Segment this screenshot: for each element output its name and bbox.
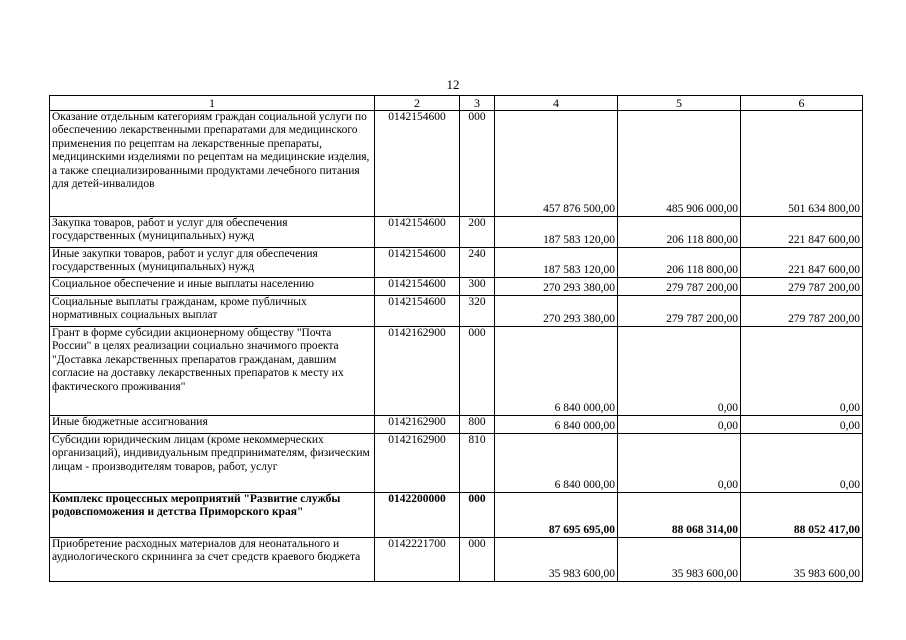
row-value-year-3: 35 983 600,00 <box>741 538 863 582</box>
row-name: Иные бюджетные ассигнования <box>50 416 375 434</box>
row-csr-code: 0142162900 <box>375 327 460 416</box>
row-value-year-2: 206 118 800,00 <box>618 217 741 248</box>
row-value-year-1: 6 840 000,00 <box>495 416 618 434</box>
row-value-year-1: 270 293 380,00 <box>495 296 618 327</box>
row-name: Комплекс процессных мероприятий "Развитие службы родовспоможения и детства Приморского края" <box>50 493 375 538</box>
row-csr-code: 0142200000 <box>375 493 460 538</box>
row-name: Социальное обеспечение и иные выплаты населению <box>50 278 375 296</box>
row-value-year-2: 206 118 800,00 <box>618 248 741 278</box>
row-value-year-3: 88 052 417,00 <box>741 493 863 538</box>
row-value-year-1: 6 840 000,00 <box>495 434 618 493</box>
row-name: Оказание отдельным категориям граждан социальной услуги по обеспечению лекарственными препаратами для медицинского применения по рецептам на лекарственные препараты, медицинскими изделиями по рецептам на медицинские изделия, а также специализированными продуктами лечебного питания для детей-инвалидов <box>50 111 375 217</box>
table-row <box>50 327 863 416</box>
row-expense-type: 300 <box>460 278 495 296</box>
table-row <box>50 296 863 327</box>
budget-table <box>49 95 863 582</box>
row-value-year-1: 87 695 695,00 <box>495 493 618 538</box>
header-col-5: 5 <box>618 96 741 111</box>
row-expense-type: 200 <box>460 217 495 248</box>
header-col-2: 2 <box>375 96 460 111</box>
row-csr-code: 0142154600 <box>375 111 460 217</box>
table-row <box>50 416 863 434</box>
row-name: Приобретение расходных материалов для неонатального и аудиологического скрининга за счет средств краевого бюджета <box>50 538 375 582</box>
row-value-year-3: 0,00 <box>741 327 863 416</box>
table-row <box>50 111 863 217</box>
row-name: Иные закупки товаров, работ и услуг для обеспечения государственных (муниципальных) нужд <box>50 248 375 278</box>
header-col-1: 1 <box>50 96 375 111</box>
header-col-4: 4 <box>495 96 618 111</box>
row-value-year-1: 6 840 000,00 <box>495 327 618 416</box>
row-expense-type: 800 <box>460 416 495 434</box>
row-expense-type: 810 <box>460 434 495 493</box>
row-expense-type: 000 <box>460 111 495 217</box>
row-csr-code: 0142154600 <box>375 217 460 248</box>
row-value-year-1: 457 876 500,00 <box>495 111 618 217</box>
row-csr-code: 0142221700 <box>375 538 460 582</box>
row-expense-type: 000 <box>460 493 495 538</box>
row-value-year-3: 0,00 <box>741 434 863 493</box>
row-value-year-3: 279 787 200,00 <box>741 278 863 296</box>
table-row <box>50 248 863 278</box>
table-row <box>50 538 863 582</box>
row-value-year-2: 279 787 200,00 <box>618 278 741 296</box>
row-value-year-2: 0,00 <box>618 416 741 434</box>
row-name: Субсидии юридическим лицам (кроме некоммерческих организаций), индивидуальным предпринимателям, физическим лицам - производителям товаров, работ, услуг <box>50 434 375 493</box>
row-value-year-2: 0,00 <box>618 327 741 416</box>
table-row <box>50 493 863 538</box>
row-name: Закупка товаров, работ и услуг для обеспечения государственных (муниципальных) нужд <box>50 217 375 248</box>
row-value-year-3: 0,00 <box>741 416 863 434</box>
row-value-year-1: 187 583 120,00 <box>495 248 618 278</box>
row-name: Грант в форме субсидии акционерному обществу "Почта России" в целях реализации социально значимого проекта "Доставка лекарственных препаратов гражданам, давшим согласие на доставку лекарственных препаратов к месту их фактического проживания" <box>50 327 375 416</box>
row-value-year-2: 279 787 200,00 <box>618 296 741 327</box>
row-expense-type: 320 <box>460 296 495 327</box>
row-value-year-3: 501 634 800,00 <box>741 111 863 217</box>
row-value-year-3: 221 847 600,00 <box>741 217 863 248</box>
row-value-year-2: 485 906 000,00 <box>618 111 741 217</box>
page-number: 12 <box>446 77 460 92</box>
row-expense-type: 240 <box>460 248 495 278</box>
table-row <box>50 278 863 296</box>
row-csr-code: 0142162900 <box>375 434 460 493</box>
header-col-6: 6 <box>741 96 863 111</box>
row-csr-code: 0142154600 <box>375 278 460 296</box>
row-value-year-1: 187 583 120,00 <box>495 217 618 248</box>
header-row <box>50 96 863 111</box>
row-expense-type: 000 <box>460 538 495 582</box>
row-value-year-1: 35 983 600,00 <box>495 538 618 582</box>
row-csr-code: 0142162900 <box>375 416 460 434</box>
row-value-year-2: 0,00 <box>618 434 741 493</box>
row-value-year-3: 221 847 600,00 <box>741 248 863 278</box>
row-value-year-3: 279 787 200,00 <box>741 296 863 327</box>
row-value-year-1: 270 293 380,00 <box>495 278 618 296</box>
row-csr-code: 0142154600 <box>375 248 460 278</box>
header-col-3: 3 <box>460 96 495 111</box>
row-csr-code: 0142154600 <box>375 296 460 327</box>
row-value-year-2: 88 068 314,00 <box>618 493 741 538</box>
table-row <box>50 434 863 493</box>
table-row <box>50 217 863 248</box>
row-expense-type: 000 <box>460 327 495 416</box>
row-name: Социальные выплаты гражданам, кроме публичных нормативных социальных выплат <box>50 296 375 327</box>
row-value-year-2: 35 983 600,00 <box>618 538 741 582</box>
